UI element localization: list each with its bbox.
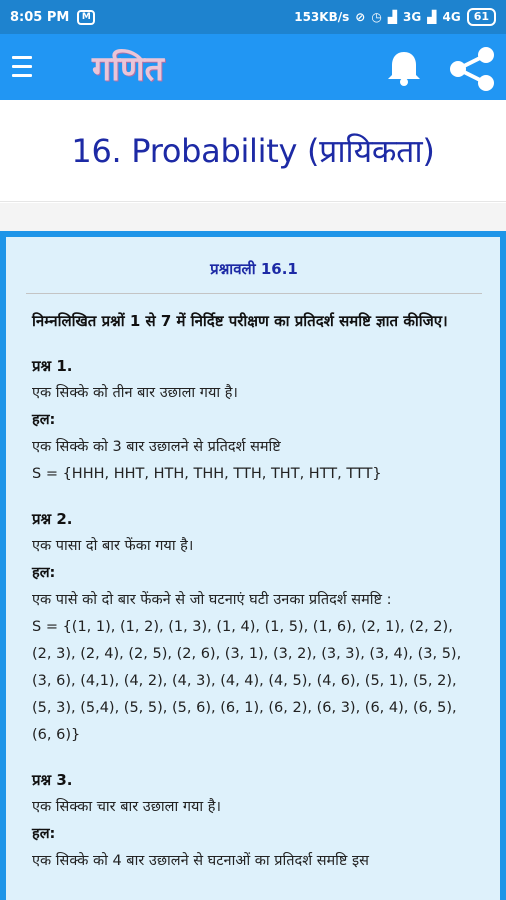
status-time: 8:05 PM [10,9,70,25]
signal-icon-2: ▟ [427,10,437,24]
question-text: एक पासा दो बार फेंका गया है। [32,538,194,554]
mute-icon: ⊘ [355,10,366,24]
menu-icon[interactable] [12,56,32,78]
content-panel[interactable] [0,231,506,900]
question-block [32,353,476,488]
app-bar [0,34,506,100]
solution-line: (6, 6)} [32,727,81,743]
solution-line: (5, 3), (5,4), (5, 5), (5, 6), (6, 1), (6, 2), (6, 3), (6, 4), (6, 5), [32,700,457,716]
app-title: गणित [92,49,164,89]
battery-icon: 61 [467,8,496,26]
signal-icon: ▟ [387,10,398,24]
solution-line: (3, 6), (4,1), (4, 2), (4, 3), (4, 4), (4, 5), (4, 6), (5, 1), (5, 2), [32,673,457,689]
question-block [32,506,476,749]
solution-line: एक सिक्के को 4 बार उछालने से घटनाओं का प्रतिदर्श समष्टि इस [32,853,369,869]
divider-line [26,293,482,294]
status-indicators [294,8,496,26]
question-label: प्रश्न 2. [32,510,73,528]
solution-line: (2, 3), (2, 4), (2, 5), (2, 6), (3, 1), (3, 2), (3, 3), (3, 4), (3, 5), [32,646,462,662]
solution-line: एक पासे को दो बार फेंकने से जो घटनाएं घटी उनका प्रतिदर्श समष्टि : [32,592,392,608]
chapter-title: 16. Probability (प्रायिकता) [71,132,435,170]
share-icon[interactable] [446,46,498,92]
section-divider [0,203,506,231]
exercise-title: प्रश्नावली 16.1 [210,260,298,278]
solution-line: S = {HHH, HHT, HTH, THH, TTH, THT, HTT, TTT} [32,466,382,482]
solution-label: हल: [32,412,56,428]
network-4g-label: 4G [442,10,461,24]
question-text: एक सिक्का चार बार उछाला गया है। [32,799,221,815]
solution-line: S = {(1, 1), (1, 2), (1, 3), (1, 4), (1, 5), (1, 6), (2, 1), (2, 2), [32,619,453,635]
solution-label: हल: [32,565,56,581]
solution-label: हल: [32,826,56,842]
question-label: प्रश्न 3. [32,771,73,789]
app-notification-icon: M [77,10,95,25]
network-3g-label: 3G [403,10,422,24]
alarm-icon: ◷ [371,10,382,24]
question-label: प्रश्न 1. [32,357,73,375]
exercise-intro: निम्नलिखित प्रश्नों 1 से 7 में निर्दिष्ट परीक्षण का प्रतिदर्श समष्टि ज्ञात कीजिए। [32,312,448,330]
solution-line: एक सिक्के को 3 बार उछालने से प्रतिदर्श समष्टि [32,439,281,455]
network-speed: 153KB/s [294,10,350,24]
status-bar [0,0,506,34]
bell-icon[interactable] [382,48,426,88]
question-block [32,767,476,875]
chapter-header [0,100,506,202]
question-text: एक सिक्के को तीन बार उछाला गया है। [32,385,238,401]
